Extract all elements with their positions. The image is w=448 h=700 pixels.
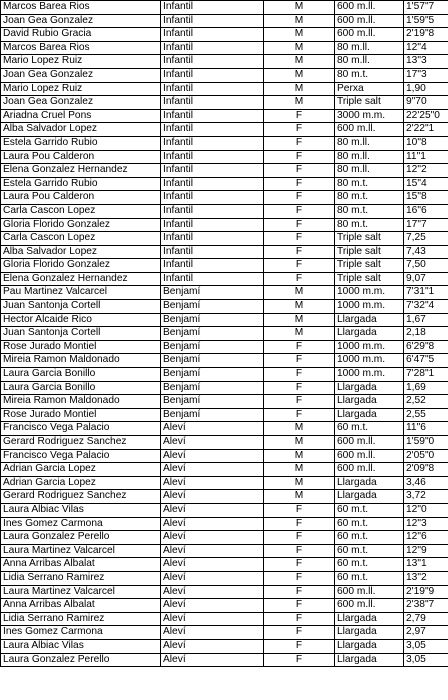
table-row xyxy=(1,68,448,82)
table-row xyxy=(1,422,448,436)
athlete-name-cell: Carla Cascon Lopez xyxy=(1,204,161,218)
sex-cell: F xyxy=(264,585,335,599)
sex-cell: M xyxy=(264,286,335,300)
event-cell: Perxa xyxy=(335,82,404,96)
athlete-name-cell: Laura Garcia Bonillo xyxy=(1,381,161,395)
table-row xyxy=(1,204,448,218)
result-mark-cell: 2,79 xyxy=(404,612,448,626)
table-row xyxy=(1,463,448,477)
result-mark-cell: 2'19"9 xyxy=(404,585,448,599)
result-mark-cell: 1,67 xyxy=(404,313,448,327)
sex-cell: F xyxy=(264,517,335,531)
result-mark-cell: 22'25"0 xyxy=(404,109,448,123)
event-cell: 600 m.ll. xyxy=(335,599,404,613)
sex-cell: F xyxy=(264,340,335,354)
result-mark-cell: 1'57"7 xyxy=(404,1,448,15)
result-mark-cell: 12"4 xyxy=(404,41,448,55)
sex-cell: F xyxy=(264,232,335,246)
event-cell: 80 m.t. xyxy=(335,204,404,218)
event-cell: 600 m.ll. xyxy=(335,463,404,477)
category-cell: Infantil xyxy=(161,164,264,178)
table-row xyxy=(1,109,448,123)
table-row xyxy=(1,327,448,341)
athlete-name-cell: Gerard Rodriguez Sanchez xyxy=(1,490,161,504)
category-cell: Infantil xyxy=(161,191,264,205)
sex-cell: F xyxy=(264,191,335,205)
result-mark-cell: 2'22"1 xyxy=(404,123,448,137)
category-cell: Infantil xyxy=(161,41,264,55)
category-cell: Benjamí xyxy=(161,286,264,300)
category-cell: Aleví xyxy=(161,449,264,463)
event-cell: Llargada xyxy=(335,490,404,504)
result-mark-cell: 2'09"8 xyxy=(404,463,448,477)
sex-cell: F xyxy=(264,245,335,259)
athlete-name-cell: Anna Arribas Albalat xyxy=(1,599,161,613)
sex-cell: F xyxy=(264,109,335,123)
sex-cell: M xyxy=(264,449,335,463)
sex-cell: M xyxy=(264,82,335,96)
event-cell: Llargada xyxy=(335,327,404,341)
result-mark-cell: 1,90 xyxy=(404,82,448,96)
event-cell: 600 m.ll. xyxy=(335,14,404,28)
sex-cell: M xyxy=(264,313,335,327)
event-cell: 80 m.t. xyxy=(335,191,404,205)
sex-cell: F xyxy=(264,272,335,286)
event-cell: 600 m.ll. xyxy=(335,585,404,599)
category-cell: Aleví xyxy=(161,544,264,558)
table-row xyxy=(1,41,448,55)
sex-cell: F xyxy=(264,381,335,395)
event-cell: 80 m.t. xyxy=(335,177,404,191)
table-row xyxy=(1,517,448,531)
category-cell: Infantil xyxy=(161,123,264,137)
category-cell: Aleví xyxy=(161,517,264,531)
category-cell: Aleví xyxy=(161,599,264,613)
table-row xyxy=(1,96,448,110)
result-mark-cell: 6'29"8 xyxy=(404,340,448,354)
sex-cell: F xyxy=(264,177,335,191)
result-mark-cell: 9"70 xyxy=(404,96,448,110)
sex-cell: M xyxy=(264,96,335,110)
athlete-name-cell: Alba Salvador Lopez xyxy=(1,245,161,259)
result-mark-cell: 2,52 xyxy=(404,395,448,409)
athlete-name-cell: Elena Gonzalez Hernandez xyxy=(1,164,161,178)
athlete-name-cell: Gloria Florido Gonzalez xyxy=(1,259,161,273)
table-row xyxy=(1,1,448,15)
sex-cell: F xyxy=(264,503,335,517)
category-cell: Benjamí xyxy=(161,340,264,354)
event-cell: 60 m.t. xyxy=(335,422,404,436)
result-mark-cell: 13"3 xyxy=(404,55,448,69)
sex-cell: F xyxy=(264,544,335,558)
result-mark-cell: 7'32"4 xyxy=(404,300,448,314)
event-cell: Triple salt xyxy=(335,259,404,273)
event-cell: 60 m.t. xyxy=(335,531,404,545)
result-mark-cell: 15"8 xyxy=(404,191,448,205)
sex-cell: F xyxy=(264,599,335,613)
athlete-name-cell: Hector Alcaide Rico xyxy=(1,313,161,327)
result-mark-cell: 7'31"1 xyxy=(404,286,448,300)
athlete-name-cell: Laura Albiac Vilas xyxy=(1,639,161,653)
athlete-name-cell: Rose Jurado Montiel xyxy=(1,340,161,354)
event-cell: 80 m.ll. xyxy=(335,136,404,150)
table-row xyxy=(1,259,448,273)
result-mark-cell: 9,07 xyxy=(404,272,448,286)
athlete-name-cell: Mario Lopez Ruiz xyxy=(1,82,161,96)
category-cell: Benjamí xyxy=(161,368,264,382)
sex-cell: M xyxy=(264,68,335,82)
result-mark-cell: 12"0 xyxy=(404,503,448,517)
event-cell: 1000 m.m. xyxy=(335,354,404,368)
athlete-name-cell: Laura Albiac Vilas xyxy=(1,503,161,517)
sex-cell: F xyxy=(264,612,335,626)
sex-cell: F xyxy=(264,354,335,368)
event-cell: 1000 m.m. xyxy=(335,340,404,354)
athlete-name-cell: Marcos Barea Rios xyxy=(1,1,161,15)
event-cell: 1000 m.m. xyxy=(335,300,404,314)
result-mark-cell: 10"8 xyxy=(404,136,448,150)
category-cell: Infantil xyxy=(161,96,264,110)
category-cell: Benjamí xyxy=(161,395,264,409)
event-cell: 80 m.ll. xyxy=(335,55,404,69)
table-row xyxy=(1,354,448,368)
event-cell: Triple salt xyxy=(335,232,404,246)
category-cell: Benjamí xyxy=(161,313,264,327)
category-cell: Infantil xyxy=(161,245,264,259)
sex-cell: F xyxy=(264,408,335,422)
table-row xyxy=(1,232,448,246)
table-row xyxy=(1,599,448,613)
table-row xyxy=(1,653,448,667)
table-row xyxy=(1,150,448,164)
event-cell: 1000 m.m. xyxy=(335,368,404,382)
table-row xyxy=(1,286,448,300)
sex-cell: F xyxy=(264,150,335,164)
event-cell: 80 m.ll. xyxy=(335,164,404,178)
event-cell: Llargada xyxy=(335,476,404,490)
category-cell: Infantil xyxy=(161,150,264,164)
result-mark-cell: 1'59"0 xyxy=(404,436,448,450)
athlete-name-cell: Laura Pou Calderon xyxy=(1,150,161,164)
sex-cell: F xyxy=(264,368,335,382)
category-cell: Aleví xyxy=(161,490,264,504)
athlete-name-cell: Estela Garrido Rubio xyxy=(1,136,161,150)
category-cell: Aleví xyxy=(161,463,264,477)
result-mark-cell: 16"6 xyxy=(404,204,448,218)
category-cell: Aleví xyxy=(161,626,264,640)
sex-cell: F xyxy=(264,136,335,150)
table-row xyxy=(1,272,448,286)
event-cell: 80 m.t. xyxy=(335,218,404,232)
athlete-name-cell: Rose Jurado Montiel xyxy=(1,408,161,422)
sex-cell: F xyxy=(264,395,335,409)
table-row xyxy=(1,177,448,191)
sex-cell: M xyxy=(264,463,335,477)
event-cell: 60 m.t. xyxy=(335,558,404,572)
table-row xyxy=(1,340,448,354)
event-cell: 60 m.t. xyxy=(335,503,404,517)
category-cell: Aleví xyxy=(161,476,264,490)
table-row xyxy=(1,218,448,232)
result-mark-cell: 17"7 xyxy=(404,218,448,232)
table-row xyxy=(1,436,448,450)
sex-cell: M xyxy=(264,490,335,504)
athlete-name-cell: Gerard Rodriguez Sanchez xyxy=(1,436,161,450)
event-cell: Triple salt xyxy=(335,96,404,110)
result-mark-cell: 12"3 xyxy=(404,517,448,531)
event-cell: 80 m.ll. xyxy=(335,150,404,164)
sex-cell: M xyxy=(264,327,335,341)
table-row xyxy=(1,626,448,640)
event-cell: Llargada xyxy=(335,639,404,653)
table-row xyxy=(1,503,448,517)
category-cell: Benjamí xyxy=(161,327,264,341)
athlete-name-cell: David Rubio Gracia xyxy=(1,28,161,42)
result-mark-cell: 3,72 xyxy=(404,490,448,504)
athlete-name-cell: Francisco Vega Palacio xyxy=(1,449,161,463)
athlete-name-cell: Gloria Florido Gonzalez xyxy=(1,218,161,232)
event-cell: Llargada xyxy=(335,408,404,422)
table-row xyxy=(1,82,448,96)
athlete-name-cell: Ines Gomez Carmona xyxy=(1,626,161,640)
table-row xyxy=(1,245,448,259)
sex-cell: M xyxy=(264,1,335,15)
table-row xyxy=(1,55,448,69)
athlete-name-cell: Marcos Barea Rios xyxy=(1,41,161,55)
athlete-name-cell: Laura Gonzalez Perello xyxy=(1,531,161,545)
athlete-name-cell: Francisco Vega Palacio xyxy=(1,422,161,436)
event-cell: 600 m.ll. xyxy=(335,449,404,463)
athlete-name-cell: Joan Gea Gonzalez xyxy=(1,14,161,28)
table-row xyxy=(1,300,448,314)
results-table-body xyxy=(1,1,448,667)
athlete-name-cell: Elena Gonzalez Hernandez xyxy=(1,272,161,286)
result-mark-cell: 2'19"8 xyxy=(404,28,448,42)
sex-cell: F xyxy=(264,571,335,585)
category-cell: Aleví xyxy=(161,585,264,599)
category-cell: Infantil xyxy=(161,232,264,246)
table-row xyxy=(1,191,448,205)
athlete-name-cell: Joan Gea Gonzalez xyxy=(1,96,161,110)
category-cell: Benjamí xyxy=(161,381,264,395)
table-row xyxy=(1,14,448,28)
sex-cell: F xyxy=(264,164,335,178)
event-cell: Llargada xyxy=(335,626,404,640)
athlete-name-cell: Laura Garcia Bonillo xyxy=(1,368,161,382)
result-mark-cell: 15"4 xyxy=(404,177,448,191)
result-mark-cell: 13"2 xyxy=(404,571,448,585)
category-cell: Infantil xyxy=(161,259,264,273)
category-cell: Infantil xyxy=(161,82,264,96)
event-cell: Llargada xyxy=(335,313,404,327)
result-mark-cell: 17"3 xyxy=(404,68,448,82)
category-cell: Infantil xyxy=(161,177,264,191)
category-cell: Aleví xyxy=(161,639,264,653)
sex-cell: F xyxy=(264,531,335,545)
athlete-name-cell: Lidia Serrano Ramirez xyxy=(1,571,161,585)
event-cell: 600 m.ll. xyxy=(335,123,404,137)
event-cell: 80 m.t. xyxy=(335,68,404,82)
athlete-name-cell: Juan Santonja Cortell xyxy=(1,300,161,314)
result-mark-cell: 3,05 xyxy=(404,639,448,653)
table-row xyxy=(1,408,448,422)
result-mark-cell: 2,97 xyxy=(404,626,448,640)
sex-cell: M xyxy=(264,476,335,490)
event-cell: 60 m.t. xyxy=(335,517,404,531)
sex-cell: F xyxy=(264,639,335,653)
event-cell: 1000 m.m. xyxy=(335,286,404,300)
category-cell: Infantil xyxy=(161,28,264,42)
event-cell: Triple salt xyxy=(335,272,404,286)
result-mark-cell: 7'28"1 xyxy=(404,368,448,382)
athlete-name-cell: Mireia Ramon Maldonado xyxy=(1,395,161,409)
athlete-name-cell: Lidia Serrano Ramirez xyxy=(1,612,161,626)
result-mark-cell: 1,69 xyxy=(404,381,448,395)
category-cell: Benjamí xyxy=(161,354,264,368)
result-mark-cell: 2,18 xyxy=(404,327,448,341)
table-row xyxy=(1,164,448,178)
category-cell: Aleví xyxy=(161,503,264,517)
table-row xyxy=(1,585,448,599)
athlete-name-cell: Estela Garrido Rubio xyxy=(1,177,161,191)
table-row xyxy=(1,531,448,545)
result-mark-cell: 2,55 xyxy=(404,408,448,422)
table-row xyxy=(1,639,448,653)
result-mark-cell: 1'59"5 xyxy=(404,14,448,28)
athlete-name-cell: Pau Martinez Valcarcel xyxy=(1,286,161,300)
table-row xyxy=(1,490,448,504)
category-cell: Infantil xyxy=(161,218,264,232)
event-cell: 80 m.ll. xyxy=(335,41,404,55)
athlete-name-cell: Joan Gea Gonzalez xyxy=(1,68,161,82)
result-mark-cell: 12"6 xyxy=(404,531,448,545)
table-row xyxy=(1,571,448,585)
category-cell: Aleví xyxy=(161,531,264,545)
result-mark-cell: 7,50 xyxy=(404,259,448,273)
result-mark-cell: 12"2 xyxy=(404,164,448,178)
sex-cell: F xyxy=(264,123,335,137)
table-row xyxy=(1,136,448,150)
table-row xyxy=(1,476,448,490)
athlete-name-cell: Adrian Garcia Lopez xyxy=(1,476,161,490)
sex-cell: F xyxy=(264,558,335,572)
result-mark-cell: 3,46 xyxy=(404,476,448,490)
sex-cell: F xyxy=(264,653,335,667)
athlete-name-cell: Laura Martinez Valcarcel xyxy=(1,544,161,558)
sex-cell: M xyxy=(264,422,335,436)
event-cell: 600 m.ll. xyxy=(335,1,404,15)
table-row xyxy=(1,612,448,626)
athlete-name-cell: Laura Gonzalez Perello xyxy=(1,653,161,667)
category-cell: Benjamí xyxy=(161,300,264,314)
event-cell: Llargada xyxy=(335,395,404,409)
sex-cell: F xyxy=(264,259,335,273)
result-mark-cell: 7,43 xyxy=(404,245,448,259)
sex-cell: F xyxy=(264,204,335,218)
athlete-name-cell: Ariadna Cruel Pons xyxy=(1,109,161,123)
category-cell: Aleví xyxy=(161,571,264,585)
result-mark-cell: 6'47"5 xyxy=(404,354,448,368)
sex-cell: M xyxy=(264,41,335,55)
event-cell: 60 m.t. xyxy=(335,571,404,585)
category-cell: Infantil xyxy=(161,204,264,218)
sex-cell: M xyxy=(264,300,335,314)
result-mark-cell: 12"9 xyxy=(404,544,448,558)
sex-cell: F xyxy=(264,626,335,640)
table-row xyxy=(1,28,448,42)
event-cell: 600 m.ll. xyxy=(335,28,404,42)
event-cell: Llargada xyxy=(335,653,404,667)
athlete-name-cell: Anna Arribas Albalat xyxy=(1,558,161,572)
result-mark-cell: 2'38"7 xyxy=(404,599,448,613)
table-row xyxy=(1,558,448,572)
athlete-name-cell: Juan Santonja Cortell xyxy=(1,327,161,341)
result-mark-cell: 11"6 xyxy=(404,422,448,436)
category-cell: Benjamí xyxy=(161,408,264,422)
category-cell: Infantil xyxy=(161,55,264,69)
athlete-name-cell: Carla Cascon Lopez xyxy=(1,232,161,246)
athlete-name-cell: Ines Gomez Carmona xyxy=(1,517,161,531)
sex-cell: F xyxy=(264,218,335,232)
athlete-name-cell: Laura Martinez Valcarcel xyxy=(1,585,161,599)
category-cell: Infantil xyxy=(161,14,264,28)
sex-cell: M xyxy=(264,436,335,450)
athlete-name-cell: Laura Pou Calderon xyxy=(1,191,161,205)
event-cell: Llargada xyxy=(335,381,404,395)
event-cell: Triple salt xyxy=(335,245,404,259)
athlete-name-cell: Mireia Ramon Maldonado xyxy=(1,354,161,368)
table-row xyxy=(1,381,448,395)
category-cell: Aleví xyxy=(161,653,264,667)
category-cell: Aleví xyxy=(161,612,264,626)
category-cell: Infantil xyxy=(161,109,264,123)
result-mark-cell: 3,05 xyxy=(404,653,448,667)
category-cell: Aleví xyxy=(161,436,264,450)
result-mark-cell: 7,25 xyxy=(404,232,448,246)
athlete-name-cell: Mario Lopez Ruiz xyxy=(1,55,161,69)
athlete-name-cell: Alba Salvador Lopez xyxy=(1,123,161,137)
event-cell: 3000 m.m. xyxy=(335,109,404,123)
category-cell: Infantil xyxy=(161,68,264,82)
athlete-name-cell: Adrian Garcia Lopez xyxy=(1,463,161,477)
result-mark-cell: 2'05"0 xyxy=(404,449,448,463)
event-cell: 60 m.t. xyxy=(335,544,404,558)
table-row xyxy=(1,544,448,558)
sex-cell: M xyxy=(264,55,335,69)
result-mark-cell: 13"1 xyxy=(404,558,448,572)
category-cell: Infantil xyxy=(161,136,264,150)
table-row xyxy=(1,395,448,409)
event-cell: Llargada xyxy=(335,612,404,626)
category-cell: Aleví xyxy=(161,422,264,436)
sex-cell: M xyxy=(264,28,335,42)
sex-cell: M xyxy=(264,14,335,28)
category-cell: Infantil xyxy=(161,272,264,286)
result-mark-cell: 11"1 xyxy=(404,150,448,164)
table-row xyxy=(1,368,448,382)
category-cell: Aleví xyxy=(161,558,264,572)
table-row xyxy=(1,449,448,463)
category-cell: Infantil xyxy=(161,1,264,15)
table-row xyxy=(1,123,448,137)
event-cell: 600 m.ll. xyxy=(335,436,404,450)
table-row xyxy=(1,313,448,327)
